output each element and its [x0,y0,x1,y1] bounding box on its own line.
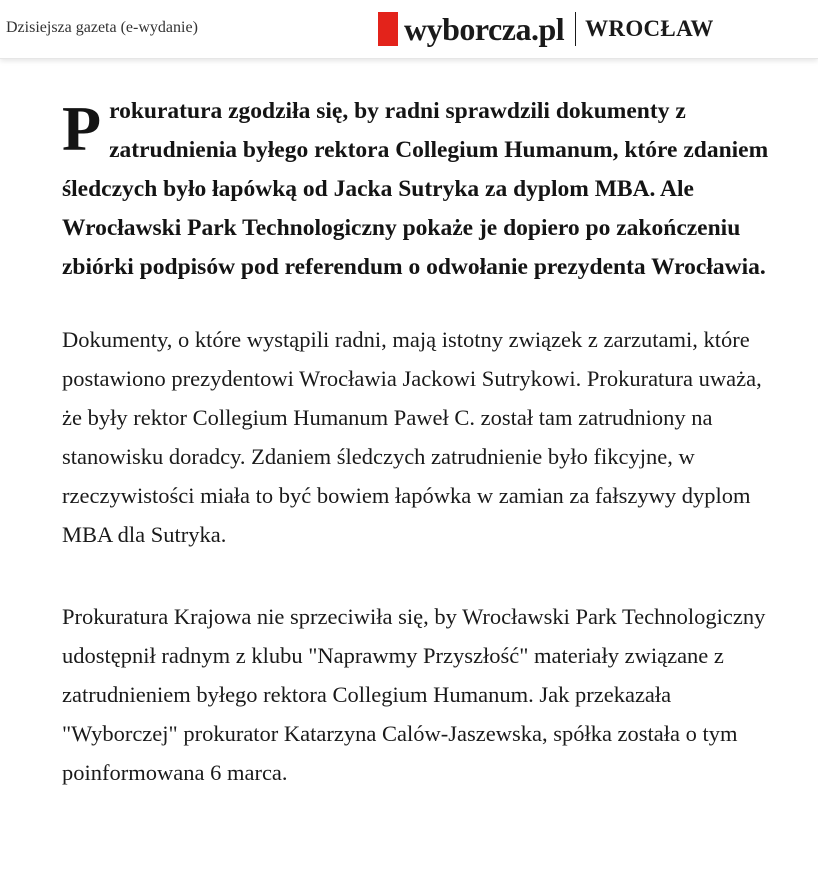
brand-logo[interactable] [378,9,714,49]
article-body [62,92,778,792]
lead-text: rokuratura zgodziła się, by radni sprawdzili dokumenty z zatrudnienia byłego rektora Collegium Humanum, które zdaniem śledczych było łapówką od Jacka Sutryka za dyplom MBA. Ale Wrocławski Park Technologiczny pokaże je dopiero po zakończeniu zbiórki podpisów pod referendum o odwołanie prezydenta Wrocławia. [62,98,769,280]
brand-divider [575,12,576,46]
e-edition-link[interactable]: Dzisiejsza gazeta (e-wydanie) [6,19,198,36]
top-bar [0,0,818,59]
brand-name: wyborcza.pl [404,11,565,47]
article-lead [62,92,778,287]
lead-dropcap: P [62,93,102,164]
brand-square-icon [378,12,398,46]
article-paragraph: Dokumenty, o które wystąpili radni, mają istotny związek z zarzutami, które postawiono prezydentowi Wrocławia Jackowi Sutrykowi. Prokuratura uważa, że były rektor Collegium Humanum Paweł C. został tam zatrudniony na stanowisku doradcy. Zdaniem śledczych zatrudnienie było fikcyjne, w rzeczywistości miała to być bowiem łapówka w zamian za fałszywy dyplom MBA dla Sutryka. [62,327,762,547]
article-paragraph: Prokuratura Krajowa nie sprzeciwiła się, by Wrocławski Park Technologiczny udostępnił radnym z klubu "Naprawmy Przyszłość" materiały związane z zatrudnieniem byłego rektora Collegium Humanum. Jak przekazała "Wyborczej" prokurator Katarzyna Calów-Jaszewska, spółka została o tym poinformowana 6 marca. [62,604,766,785]
brand-city: WROCŁAW [585,16,714,41]
